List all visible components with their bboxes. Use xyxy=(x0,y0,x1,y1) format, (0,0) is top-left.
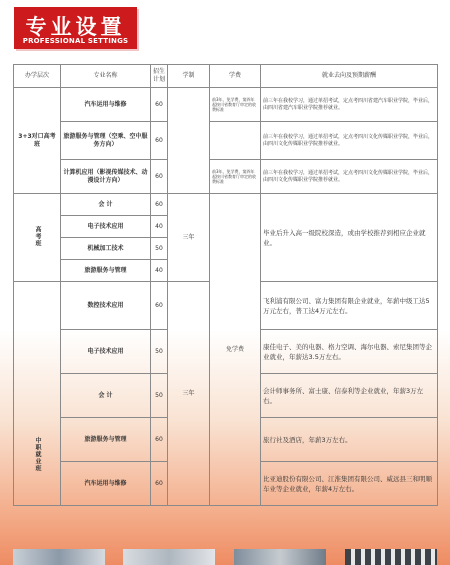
table-row xyxy=(14,194,438,216)
header-title: 专业设置 xyxy=(25,15,126,39)
employment-note: 毕业后升入高一级院校深造，或由学校推荐到相应企业就业。 xyxy=(261,194,438,282)
employment-note: 前三年在我校学习，通过单招考试，定点考四川省建汽车职业学院，毕业后，由四川省建汽车职业学院推荐就业。 xyxy=(261,88,438,122)
program-plan: 60 xyxy=(151,418,168,462)
program-name: 旅游服务与管理 xyxy=(61,260,151,282)
fee-cell: 前3年，免学费，第四年起按川省教育厅审定的收费标准 xyxy=(210,88,261,122)
category-3plus3: 3+3对口高考班 xyxy=(14,88,61,194)
program-name: 数控技术应用 xyxy=(61,282,151,330)
table-row xyxy=(14,160,438,194)
program-plan: 60 xyxy=(151,160,168,194)
program-plan: 60 xyxy=(151,462,168,506)
program-plan: 60 xyxy=(151,122,168,160)
fee-cell: 前3年，免学费，第四年起按川省教育厅审定的收费标准 xyxy=(210,160,261,194)
program-name: 汽车运用与维修 xyxy=(61,88,151,122)
programs-table xyxy=(13,64,438,506)
fee-cell-free: 免学费 xyxy=(210,194,261,506)
employment-note: 前三年在我校学习，通过单招考试，定点考四川文化传媒职业学院，毕业后，由四川文化传媒职业学院推荐就业。 xyxy=(261,160,438,194)
employment-note: 飞利浦有限公司、富力集团有限企业就业，年薪中级工达5万元左右，普工达4万元左右。 xyxy=(261,282,438,330)
program-plan: 50 xyxy=(151,374,168,418)
program-name: 旅游服务与管理 xyxy=(61,418,151,462)
col-header-name: 专业名称 xyxy=(61,65,151,88)
col-header-plan: 招生计划 xyxy=(151,65,168,88)
program-name: 汽车运用与维修 xyxy=(61,462,151,506)
employment-note: 旅行社及酒店，年薪3万左右。 xyxy=(261,418,438,462)
employment-note: 前三年在我校学习，通过单招考试，定点考四川文化传媒职业学院，毕业后，由四川文化传媒职业学院推荐就业。 xyxy=(261,122,438,160)
campus-photo xyxy=(123,549,215,565)
duration-cell: 三年 xyxy=(168,194,210,282)
program-plan: 60 xyxy=(151,88,168,122)
header-subtitle: PROFESSIONAL SETTINGS xyxy=(22,37,129,45)
program-name: 会 计 xyxy=(61,194,151,216)
employment-note: 会计师事务所、富士康、信泰利等企业就业，年薪3万左右。 xyxy=(261,374,438,418)
program-plan: 60 xyxy=(151,194,168,216)
campus-photo xyxy=(13,549,105,565)
duration-cell xyxy=(168,88,210,194)
section-header xyxy=(14,7,137,49)
program-plan: 40 xyxy=(151,260,168,282)
program-name: 电子技术应用 xyxy=(61,216,151,238)
col-header-fee: 学费 xyxy=(210,65,261,88)
table-row xyxy=(14,122,438,160)
table-row xyxy=(14,88,438,122)
col-header-employment: 就业去向及预期薪酬 xyxy=(261,65,438,88)
program-name: 旅游服务与管理（空乘、空中服务方向） xyxy=(61,122,151,160)
program-name: 会 计 xyxy=(61,374,151,418)
campus-photo xyxy=(345,549,437,565)
program-plan: 60 xyxy=(151,282,168,330)
fee-cell xyxy=(210,122,261,160)
program-plan: 40 xyxy=(151,216,168,238)
col-header-duration: 学制 xyxy=(168,65,210,88)
category-gaokao: 高考班 xyxy=(14,194,61,282)
campus-photo xyxy=(234,549,326,565)
program-plan: 50 xyxy=(151,238,168,260)
program-name: 电子技术应用 xyxy=(61,330,151,374)
photo-strip xyxy=(0,549,450,565)
employment-note: 比亚迪股份有限公司、江淮集团有限公司、威远县三和明顺车业等企业就业，年薪4万左右。 xyxy=(261,462,438,506)
program-name: 计算机应用（影视传媒技术、动漫设计方向） xyxy=(61,160,151,194)
program-name: 机械加工技术 xyxy=(61,238,151,260)
table-header-row xyxy=(14,65,438,88)
program-plan: 50 xyxy=(151,330,168,374)
duration-cell: 三年 xyxy=(168,282,210,506)
employment-note: 康佳电子、美的电器、格力空调、海尔电器、索尼集团等企业就业，年薪达3.5万左右。 xyxy=(261,330,438,374)
col-header-level: 办学层次 xyxy=(14,65,61,88)
category-employment: 中职就业班 xyxy=(14,282,61,506)
